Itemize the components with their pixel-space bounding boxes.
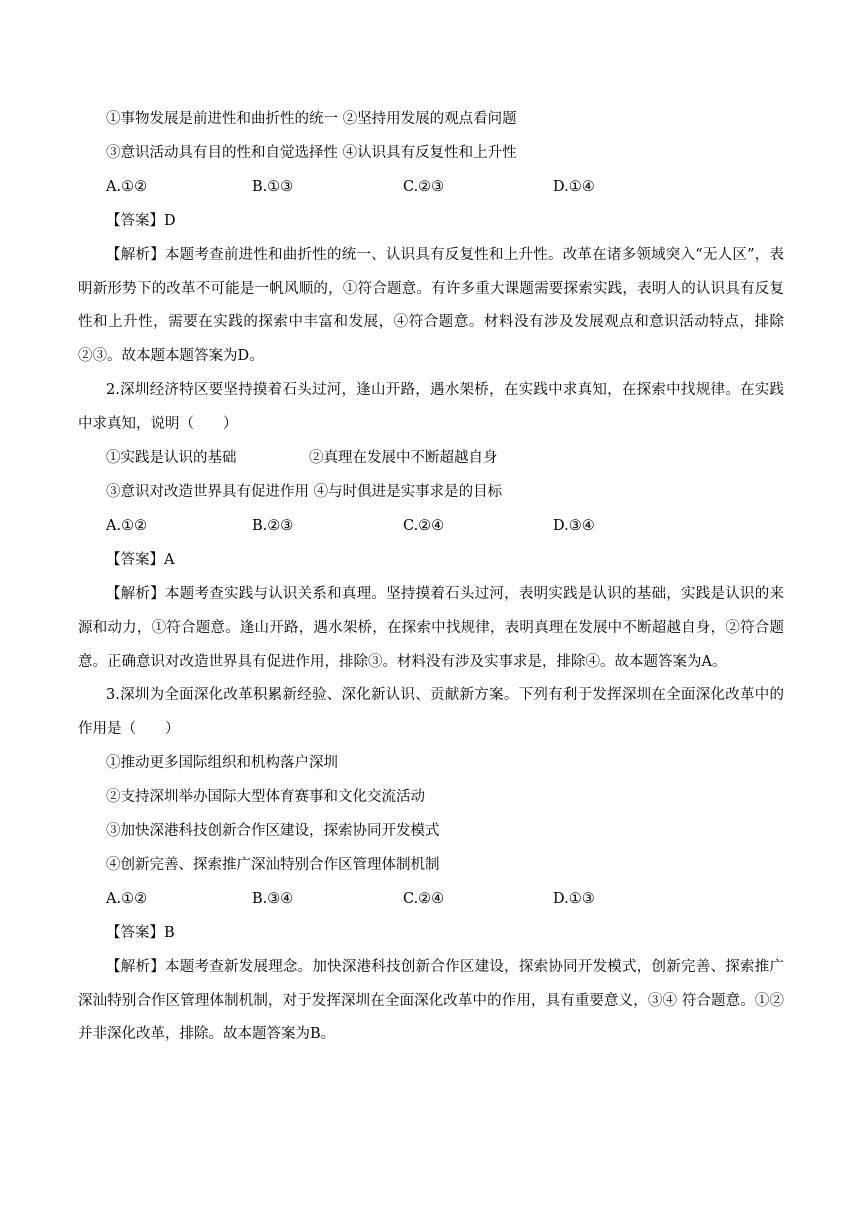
q3-statement-1: ①推动更多国际组织和机构落户深圳	[106, 755, 338, 772]
q1-answer: 【答案】D	[106, 212, 176, 229]
q2-statements-3-4: ③意识对改造世界具有促进作用 ④与时俱进是实事求是的目标	[106, 483, 503, 500]
q1-option-c: C.②③	[403, 178, 445, 195]
q3-question: 3.深圳为全面深化改革积累新经验、深化新认识、贡献新方案。下列有利于发挥深圳在全面深化改革中的作用是（ ）	[78, 687, 784, 738]
q3-option-a: A.①②	[106, 890, 148, 907]
q2-option-a: A.①②	[106, 517, 148, 534]
q1-statements-1-2: ①事物发展是前进性和曲折性的统一 ②坚持用发展的观点看问题	[106, 111, 517, 127]
q3-analysis: 【解析】本题考查新发展理念。加快深港科技创新合作区建设，探索协同开发模式，创新完善、探索推广深汕特别合作区管理体制机制，对于发挥深圳在全面深化改革中的作用，具有重要意义，③④ 符合题意。①②并非深化改革，排除。故本题答案为B。	[78, 958, 784, 1043]
q3-options	[78, 883, 784, 917]
q2-option-b: B.②③	[252, 517, 294, 534]
q3-option-d: D.①③	[553, 890, 595, 907]
q3-option-b: B.③④	[252, 890, 294, 907]
q2-statements-1-2: ①实践是认识的基础 ②真理在发展中不断超越自身	[106, 450, 498, 467]
q2-analysis: 【解析】本题考查实践与认识关系和真理。坚持摸着石头过河，表明实践是认识的基础，实践是认识的来源和动力，①符合题意。逢山开路，遇水架桥，在探索中找规律，表明真理在发展中不断超越自身，②符合题意。正确意识对改造世界具有促进作用，排除③。材料没有涉及实事求是，排除④。故本题答案为A。	[78, 585, 784, 670]
q2-options	[78, 510, 784, 544]
q3-statement-2: ②支持深圳举办国际大型体育赛事和文化交流活动	[106, 789, 425, 806]
q3-option-c: C.②④	[403, 890, 445, 907]
q1-option-b: B.①③	[252, 178, 294, 195]
q1-options	[78, 171, 784, 205]
question-content	[78, 103, 784, 1052]
q2-question: 2.深圳经济特区要坚持摸着石头过河，逢山开路，遇水架桥，在实践中求真知，在探索中找规律。在实践中求真知，说明（ ）	[78, 382, 784, 433]
q3-statement-3: ③加快深港科技创新合作区建设，探索协同开发模式	[106, 823, 440, 840]
q2-option-c: C.②④	[403, 517, 445, 534]
q2-answer: 【答案】A	[106, 551, 175, 568]
q1-statements-3-4: ③意识活动具有目的性和自觉选择性 ④认识具有反复性和上升性	[106, 144, 517, 161]
q1-analysis: 【解析】本题考查前进性和曲折性的统一、认识具有反复性和上升性。改革在诸多领域突入“无人区”，表明新形势下的改革不可能是一帆风顺的，①符合题意。有许多重大课题需要探索实践，表明人的认识具有反复性和上升性，需要在实践的探索中丰富和发展，④符合题意。材料没有涉及发展观点和意识活动特点，排除②③。故本题本题答案为D。	[78, 246, 784, 365]
q1-option-d: D.①④	[553, 178, 595, 195]
q3-answer: 【答案】B	[106, 924, 175, 941]
q3-statement-4: ④创新完善、探索推广深汕特别合作区管理体制机制	[106, 856, 440, 873]
q2-option-d: D.③④	[553, 517, 595, 534]
q1-option-a: A.①②	[106, 178, 148, 195]
